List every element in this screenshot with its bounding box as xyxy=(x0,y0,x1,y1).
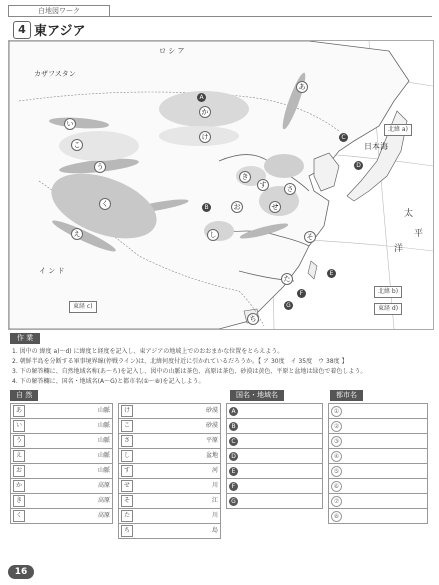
answer-row xyxy=(227,494,323,509)
long-box-west: 東経 c) xyxy=(69,301,97,313)
phys-chi: ち xyxy=(247,313,259,325)
phys-sa: さ xyxy=(284,183,296,195)
task-line-1: 1. 図中の 緯度 a)〜d) に緯度と経度を記入し、東アジアの地域上でのおおまかな位置をとらえよう。 xyxy=(12,348,284,355)
answer-key: い xyxy=(13,420,25,432)
answer-cell[interactable] xyxy=(119,449,221,464)
answer-suffix: 山脈 xyxy=(97,467,110,474)
answer-cell[interactable] xyxy=(119,404,221,419)
phys-ko: こ xyxy=(71,139,83,151)
answer-key: D xyxy=(229,452,238,461)
answer-cell[interactable] xyxy=(119,509,221,524)
answer-key: ① xyxy=(331,406,342,417)
country-heading: 国名・地域名 xyxy=(230,390,284,401)
answer-key: せ xyxy=(121,480,133,492)
answer-key: ⑧ xyxy=(331,511,342,522)
answer-suffix: 山脈 xyxy=(97,422,110,429)
answer-cell[interactable] xyxy=(227,404,323,419)
region-a: A xyxy=(197,93,206,102)
answer-key: あ xyxy=(13,405,25,417)
answer-suffix: 山脈 xyxy=(97,407,110,414)
answer-row xyxy=(329,434,428,449)
city-table xyxy=(328,403,428,524)
answer-key: ち xyxy=(121,525,133,537)
answer-cell[interactable] xyxy=(329,494,428,509)
answer-row xyxy=(329,479,428,494)
answer-row xyxy=(227,434,323,449)
page-title: 東アジア xyxy=(34,24,86,39)
answer-row xyxy=(119,479,221,494)
answer-key: ③ xyxy=(331,436,342,447)
phys-ta: た xyxy=(281,273,293,285)
answer-row xyxy=(329,509,428,524)
answer-cell[interactable] xyxy=(227,434,323,449)
answer-key: く xyxy=(13,510,25,522)
answer-cell[interactable] xyxy=(119,434,221,449)
phys-ku: く xyxy=(99,198,111,210)
answer-key: そ xyxy=(121,495,133,507)
answer-row xyxy=(227,449,323,464)
answer-row xyxy=(119,449,221,464)
task-line-4: 4. 下の解答欄に、国名・地域名(A〜G)と都市名(①〜⑧)を記入しよう。 xyxy=(12,378,205,385)
answer-row xyxy=(11,479,113,494)
answer-cell[interactable] xyxy=(329,404,428,419)
answer-key: こ xyxy=(121,420,133,432)
answer-cell[interactable] xyxy=(227,494,323,509)
answer-row xyxy=(119,509,221,524)
answer-row xyxy=(11,464,113,479)
answer-suffix: 川 xyxy=(211,482,218,489)
long-box-east: 東経 d) xyxy=(374,303,402,315)
answer-suffix: 盆地 xyxy=(205,452,218,459)
answer-row xyxy=(329,464,428,479)
answer-row xyxy=(11,419,113,434)
answer-suffix: 山脈 xyxy=(97,437,110,444)
answer-key: さ xyxy=(121,435,133,447)
answer-suffix: 高原 xyxy=(97,497,110,504)
answer-key: ⑦ xyxy=(331,496,342,507)
label-sea-of-japan: 日本海 xyxy=(364,142,388,151)
answer-cell[interactable] xyxy=(227,464,323,479)
answer-cell[interactable] xyxy=(11,419,113,434)
task-line-3: 3. 下の解答欄に、自然地域名称(あ〜ち)を記入し、図中の山脈は茶色、高原は茶色、砂漠は黄色、平原と盆地は緑色で着色しよう。 xyxy=(12,368,367,375)
answer-suffix: 高原 xyxy=(97,512,110,519)
answer-row xyxy=(227,404,323,419)
answer-key: A xyxy=(229,407,238,416)
answer-cell[interactable] xyxy=(11,464,113,479)
answer-row xyxy=(227,479,323,494)
phys-o: お xyxy=(231,201,243,213)
answer-row xyxy=(119,494,221,509)
phys-e: え xyxy=(71,228,83,240)
phys-u: う xyxy=(94,161,106,173)
answer-row xyxy=(11,449,113,464)
answer-key: え xyxy=(13,450,25,462)
answer-key: G xyxy=(229,497,238,506)
answer-suffix: 川 xyxy=(211,512,218,519)
nature-heading: 自 然 xyxy=(10,390,38,401)
answer-key: た xyxy=(121,510,133,522)
region-b: B xyxy=(202,203,211,212)
answer-row xyxy=(329,419,428,434)
phys-se: せ xyxy=(269,201,281,213)
answer-cell[interactable] xyxy=(119,419,221,434)
answer-key: け xyxy=(121,405,133,417)
answer-cell[interactable] xyxy=(119,479,221,494)
worksheet-tab: 白地図ワーク xyxy=(8,5,110,17)
answer-cell[interactable] xyxy=(329,434,428,449)
answer-cell[interactable] xyxy=(11,509,113,524)
answer-key: か xyxy=(13,480,25,492)
region-e: E xyxy=(327,269,336,278)
answer-key: ⑤ xyxy=(331,466,342,477)
answer-key: し xyxy=(121,450,133,462)
answer-suffix: 砂漠 xyxy=(205,407,218,414)
section-number: 4 xyxy=(13,21,31,39)
answer-key: B xyxy=(229,422,238,431)
answer-key: F xyxy=(229,482,238,491)
answer-cell[interactable] xyxy=(329,449,428,464)
answer-key: C xyxy=(229,437,238,446)
city-heading: 都市名 xyxy=(330,390,363,401)
nature-table-left xyxy=(10,403,113,524)
answer-cell[interactable] xyxy=(227,479,323,494)
region-g: G xyxy=(284,301,293,310)
label-pacific-1: 太 xyxy=(404,209,414,219)
answer-row xyxy=(119,434,221,449)
answer-cell[interactable] xyxy=(11,494,113,509)
answer-cell[interactable] xyxy=(329,419,428,434)
answer-cell[interactable] xyxy=(11,479,113,494)
answer-row xyxy=(329,449,428,464)
region-d: D xyxy=(354,161,363,170)
answer-suffix: 河 xyxy=(211,467,218,474)
answer-cell[interactable] xyxy=(329,509,428,524)
answer-suffix: 高原 xyxy=(97,482,110,489)
nature-table-right xyxy=(118,403,221,539)
label-india: イ ン ド xyxy=(39,267,65,275)
answer-cell[interactable] xyxy=(11,404,113,419)
answer-row xyxy=(119,524,221,539)
answer-key: ⑥ xyxy=(331,481,342,492)
phys-su: す xyxy=(257,179,269,191)
phys-a: あ xyxy=(296,81,308,93)
task-line-2: 2. 朝鮮半島を分断する軍事境界線(停戦ライン)は、北緯何度付近に引かれているだろうか。【 ア 30度 イ 35度 ウ 38度 】 xyxy=(12,358,348,365)
answer-suffix: 山脈 xyxy=(97,452,110,459)
header-rule xyxy=(8,16,432,17)
phys-ka: か xyxy=(199,106,211,118)
answer-key: E xyxy=(229,467,238,476)
phys-i: い xyxy=(64,118,76,130)
answer-cell[interactable] xyxy=(227,449,323,464)
answer-key: ② xyxy=(331,421,342,432)
answer-row xyxy=(119,419,221,434)
answer-row xyxy=(11,509,113,524)
page-number: 16 xyxy=(8,565,34,579)
label-kazakhstan: カザフスタン xyxy=(34,70,76,78)
answer-row xyxy=(11,404,113,419)
east-asia-map xyxy=(8,40,434,330)
label-russia: ロ シ ア xyxy=(159,47,185,55)
phys-ke: け xyxy=(199,131,211,143)
answer-cell[interactable] xyxy=(11,449,113,464)
country-table xyxy=(226,403,323,509)
lat-box-north: 北緯 a) xyxy=(384,124,412,136)
answer-key: す xyxy=(121,465,133,477)
task-heading: 作 業 xyxy=(10,333,40,344)
answer-suffix: 江 xyxy=(211,497,218,504)
answer-key: ④ xyxy=(331,451,342,462)
answer-row xyxy=(227,464,323,479)
phys-shi: し xyxy=(207,229,219,241)
answer-row xyxy=(11,494,113,509)
answer-suffix: 平原 xyxy=(205,437,218,444)
phys-so: そ xyxy=(304,231,316,243)
answer-suffix: 島 xyxy=(211,527,218,534)
answer-key: う xyxy=(13,435,25,447)
answer-row xyxy=(11,434,113,449)
map-drawing xyxy=(9,41,433,329)
answer-cell[interactable] xyxy=(119,524,221,539)
answer-row xyxy=(227,419,323,434)
answer-row xyxy=(119,404,221,419)
answer-key: き xyxy=(13,495,25,507)
answer-cell[interactable] xyxy=(329,464,428,479)
phys-ki: き xyxy=(239,171,251,183)
answer-cell[interactable] xyxy=(11,434,113,449)
region-f: F xyxy=(297,289,306,298)
region-c: C xyxy=(339,133,348,142)
answer-suffix: 砂漠 xyxy=(205,422,218,429)
answer-row xyxy=(119,464,221,479)
answer-key: お xyxy=(13,465,25,477)
answer-cell[interactable] xyxy=(119,494,221,509)
answer-row xyxy=(329,494,428,509)
answer-cell[interactable] xyxy=(119,464,221,479)
answer-cell[interactable] xyxy=(227,419,323,434)
label-pacific-2: 平 xyxy=(414,229,424,239)
lat-box-south: 北緯 b) xyxy=(374,286,402,298)
answer-cell[interactable] xyxy=(329,479,428,494)
answer-row xyxy=(329,404,428,419)
label-pacific-3: 洋 xyxy=(394,244,404,254)
